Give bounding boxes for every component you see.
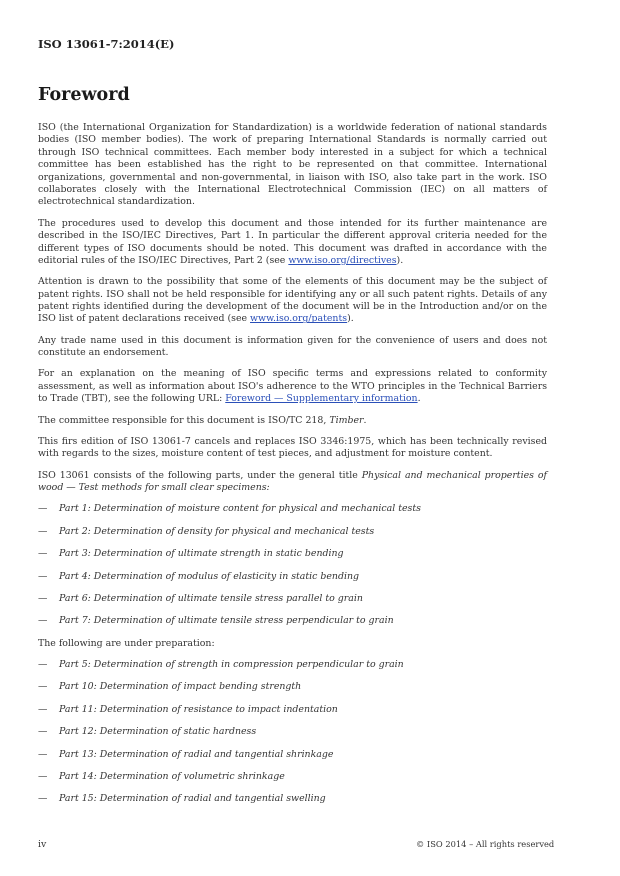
page-title: Foreword xyxy=(38,85,130,105)
published-parts-list xyxy=(38,503,547,627)
paragraph-text: . xyxy=(363,414,367,426)
part-title: Part 1: Determination of moisture content for physical and mechanical tests xyxy=(59,503,421,515)
paragraph-iso-intro: ISO (the International Organization for Standardization) is a worldwide federation of national standards bodies (ISO member bodies). The work of preparing International Standards is normally carried out through ISO technical committees. Each member body interested in a subject for which a technical committee has been established has the right to be represented on that committee. International organizations, governmental and non-governmental, in liaison with ISO, also take part in the work. ISO collaborates closely with the International Electrotechnical Commission (IEC) on all matters of electrotechnical standardization. xyxy=(38,122,547,208)
page-number: iv xyxy=(38,839,47,850)
list-item xyxy=(38,571,547,583)
dash-bullet: — xyxy=(38,615,48,627)
list-item xyxy=(38,749,547,761)
paragraph-text: The committee responsible for this document is ISO/TC 218, xyxy=(38,414,330,426)
dash-bullet: — xyxy=(38,503,48,515)
dash-bullet: — xyxy=(38,771,48,783)
dash-bullet: — xyxy=(38,570,48,582)
list-item xyxy=(38,615,547,627)
paragraph-text: ). xyxy=(347,313,354,325)
list-item xyxy=(38,593,547,605)
dash-bullet: — xyxy=(38,726,48,738)
patents-link[interactable]: www.iso.org/patents xyxy=(250,313,348,325)
list-item xyxy=(38,681,547,693)
general-title: Physical and mechanical properties of wood — Test methods for small clear specimens: xyxy=(38,469,547,493)
paragraph-edition: This firs edition of ISO 13061-7 cancels and replaces ISO 3346:1975, which has been technically revised with regards to the sizes, moisture content of test pieces, and adjustment for moisture content. xyxy=(38,435,547,460)
directives-link[interactable]: www.iso.org/directives xyxy=(288,254,397,266)
part-title: Part 7: Determination of ultimate tensile stress perpendicular to grain xyxy=(59,615,394,627)
part-title: Part 13: Determination of radial and tangential shrinkage xyxy=(59,748,334,760)
paragraph-under-preparation: The following are under preparation: xyxy=(38,637,215,649)
paragraph-text: ). xyxy=(396,254,404,266)
paragraph-text: For an explanation on the meaning of ISO specific terms and expressions related to conformity assessment, as well as information about ISO's adherence to the WTO principles in the Technical Barriers to Trade (TBT), see the following URL: xyxy=(38,368,547,405)
list-item xyxy=(38,793,547,805)
list-item xyxy=(38,771,547,783)
paragraph-parts-intro xyxy=(38,470,547,495)
paragraph-text: Attention is drawn to the possibility that some of the elements of this document may be the subject of patent rights. ISO shall not be held responsible for identifying any or all such patent rights. Details of any patent rights identified during the development of the document will be in the Introduction and/or on the ISO list of patent declarations received (see xyxy=(38,276,547,325)
dash-bullet: — xyxy=(38,681,48,693)
preparation-parts-list xyxy=(38,659,547,806)
dash-bullet: — xyxy=(38,748,48,760)
list-item xyxy=(38,548,547,560)
part-title: Part 6: Determination of ultimate tensile stress parallel to grain xyxy=(59,592,363,604)
paragraph-text: ISO 13061 consists of the following parts, under the general title xyxy=(38,469,362,481)
paragraph-text: The procedures used to develop this document and those intended for its further maintenance are described in the ISO/IEC Directives, Part 1. In particular the different approval criteria needed for the different types of ISO documents should be noted. This document was drafted in accordance with the editorial rules of the ISO/IEC Directives, Part 2 (see xyxy=(38,217,547,266)
list-item xyxy=(38,503,547,515)
part-title: Part 11: Determination of resistance to impact indentation xyxy=(59,703,338,715)
document-id: ISO 13061-7:2014(E) xyxy=(38,37,175,51)
paragraph-patents xyxy=(38,276,547,326)
supplementary-info-link[interactable]: Foreword — Supplementary information xyxy=(225,393,418,405)
list-item xyxy=(38,726,547,738)
dash-bullet: — xyxy=(38,525,48,537)
dash-bullet: — xyxy=(38,592,48,604)
part-title: Part 14: Determination of volumetric shrinkage xyxy=(59,771,285,783)
paragraph-conformity xyxy=(38,368,547,405)
committee-name: Timber xyxy=(329,414,364,426)
list-item xyxy=(38,659,547,671)
list-item xyxy=(38,704,547,716)
dash-bullet: — xyxy=(38,703,48,715)
part-title: Part 5: Determination of strength in compression perpendicular to grain xyxy=(59,659,404,671)
dash-bullet: — xyxy=(38,659,48,671)
dash-bullet: — xyxy=(38,548,48,560)
part-title: Part 2: Determination of density for physical and mechanical tests xyxy=(59,525,375,537)
copyright-notice: © ISO 2014 – All rights reserved xyxy=(416,839,555,849)
dash-bullet: — xyxy=(38,793,48,805)
paragraph-trade-name: Any trade name used in this document is information given for the convenience of users and does not constitute an endorsement. xyxy=(38,334,547,359)
part-title: Part 15: Determination of radial and tangential swelling xyxy=(59,793,326,805)
paragraph-procedures xyxy=(38,218,547,268)
paragraph-text: . xyxy=(417,393,421,405)
part-title: Part 4: Determination of modulus of elasticity in static bending xyxy=(59,570,360,582)
part-title: Part 12: Determination of static hardness xyxy=(59,726,257,738)
list-item xyxy=(38,526,547,538)
part-title: Part 3: Determination of ultimate strength in static bending xyxy=(59,548,344,560)
foreword-body xyxy=(38,122,547,816)
paragraph-committee xyxy=(38,415,547,427)
part-title: Part 10: Determination of impact bending strength xyxy=(59,681,302,693)
